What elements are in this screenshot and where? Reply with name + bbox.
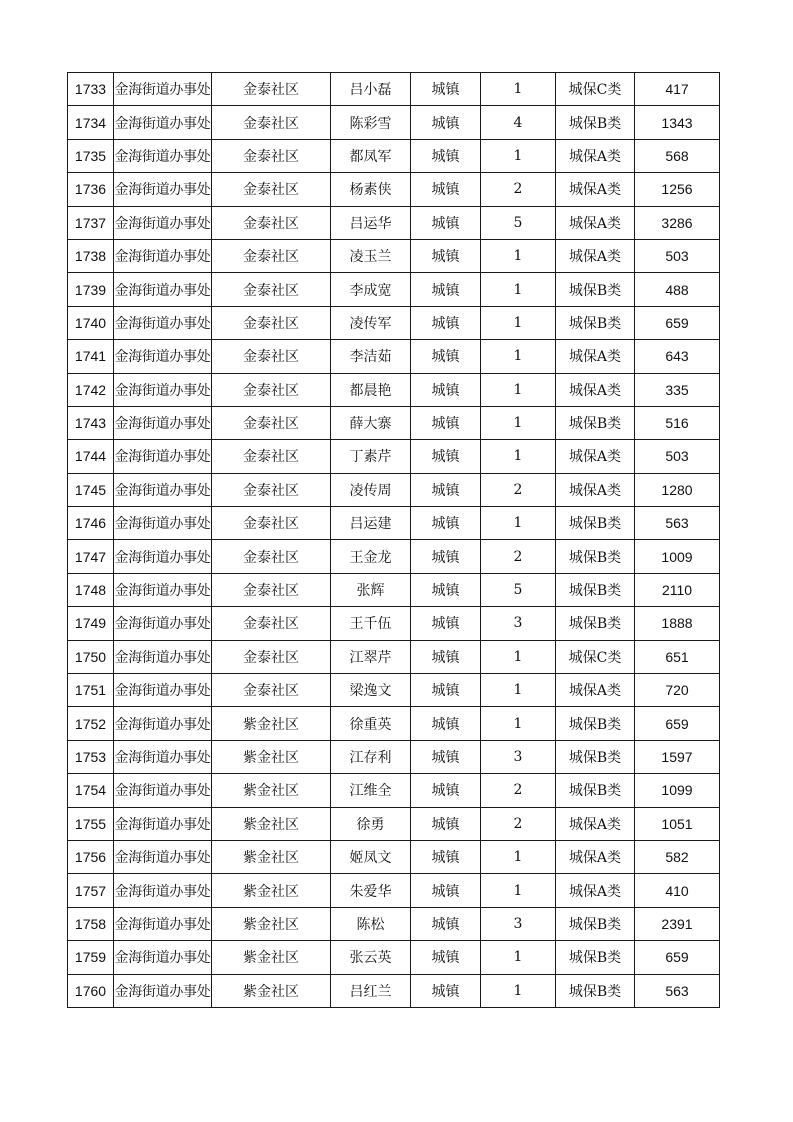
amount-cell: 563 [635, 974, 720, 1007]
row-number-cell: 1747 [68, 540, 114, 573]
member-count-cell: 1 [481, 840, 556, 873]
household-type-cell: 城镇 [411, 239, 481, 272]
amount-cell: 1051 [635, 807, 720, 840]
name-cell: 朱爱华 [331, 874, 411, 907]
community-cell: 紫金社区 [212, 740, 331, 773]
community-cell: 紫金社区 [212, 807, 331, 840]
community-cell: 金泰社区 [212, 573, 331, 606]
amount-cell: 503 [635, 440, 720, 473]
household-type-cell: 城镇 [411, 406, 481, 439]
member-count-cell: 1 [481, 507, 556, 540]
member-count-cell: 2 [481, 173, 556, 206]
category-cell: 城保B类 [556, 974, 635, 1007]
category-cell: 城保B类 [556, 406, 635, 439]
category-cell: 城保B类 [556, 106, 635, 139]
row-number-cell: 1752 [68, 707, 114, 740]
table-row [68, 941, 720, 974]
amount-cell: 720 [635, 674, 720, 707]
row-number-cell: 1745 [68, 473, 114, 506]
member-count-cell: 1 [481, 139, 556, 172]
row-number-cell: 1733 [68, 73, 114, 106]
community-cell: 金泰社区 [212, 640, 331, 673]
row-number-cell: 1751 [68, 674, 114, 707]
household-type-cell: 城镇 [411, 540, 481, 573]
street-office-cell: 金海街道办事处 [114, 139, 212, 172]
table-row [68, 239, 720, 272]
household-type-cell: 城镇 [411, 440, 481, 473]
member-count-cell: 1 [481, 406, 556, 439]
table-row [68, 406, 720, 439]
community-cell: 金泰社区 [212, 73, 331, 106]
amount-cell: 335 [635, 373, 720, 406]
table-row [68, 373, 720, 406]
community-cell: 金泰社区 [212, 106, 331, 139]
street-office-cell: 金海街道办事处 [114, 974, 212, 1007]
table-row [68, 540, 720, 573]
row-number-cell: 1746 [68, 507, 114, 540]
category-cell: 城保C类 [556, 73, 635, 106]
member-count-cell: 2 [481, 807, 556, 840]
household-type-cell: 城镇 [411, 340, 481, 373]
household-type-cell: 城镇 [411, 874, 481, 907]
name-cell: 薛大寨 [331, 406, 411, 439]
community-cell: 金泰社区 [212, 273, 331, 306]
table-body [68, 73, 720, 1008]
category-cell: 城保B类 [556, 273, 635, 306]
member-count-cell: 1 [481, 273, 556, 306]
table-row [68, 674, 720, 707]
name-cell: 李洁茹 [331, 340, 411, 373]
community-cell: 金泰社区 [212, 473, 331, 506]
community-cell: 金泰社区 [212, 607, 331, 640]
name-cell: 梁逸文 [331, 674, 411, 707]
member-count-cell: 5 [481, 206, 556, 239]
row-number-cell: 1740 [68, 306, 114, 339]
table-row [68, 206, 720, 239]
name-cell: 吕运华 [331, 206, 411, 239]
category-cell: 城保A类 [556, 239, 635, 272]
table-row [68, 607, 720, 640]
amount-cell: 2391 [635, 907, 720, 940]
community-cell: 金泰社区 [212, 173, 331, 206]
member-count-cell: 1 [481, 974, 556, 1007]
category-cell: 城保A类 [556, 340, 635, 373]
community-cell: 紫金社区 [212, 840, 331, 873]
household-type-cell: 城镇 [411, 674, 481, 707]
community-cell: 紫金社区 [212, 941, 331, 974]
street-office-cell: 金海街道办事处 [114, 206, 212, 239]
row-number-cell: 1756 [68, 840, 114, 873]
street-office-cell: 金海街道办事处 [114, 807, 212, 840]
community-cell: 金泰社区 [212, 406, 331, 439]
member-count-cell: 3 [481, 907, 556, 940]
amount-cell: 503 [635, 239, 720, 272]
category-cell: 城保A类 [556, 206, 635, 239]
category-cell: 城保A类 [556, 173, 635, 206]
member-count-cell: 3 [481, 607, 556, 640]
amount-cell: 651 [635, 640, 720, 673]
street-office-cell: 金海街道办事处 [114, 774, 212, 807]
street-office-cell: 金海街道办事处 [114, 840, 212, 873]
household-type-cell: 城镇 [411, 941, 481, 974]
street-office-cell: 金海街道办事处 [114, 607, 212, 640]
street-office-cell: 金海街道办事处 [114, 406, 212, 439]
row-number-cell: 1750 [68, 640, 114, 673]
household-type-cell: 城镇 [411, 807, 481, 840]
row-number-cell: 1758 [68, 907, 114, 940]
table-row [68, 273, 720, 306]
category-cell: 城保B类 [556, 306, 635, 339]
amount-cell: 563 [635, 507, 720, 540]
table-row [68, 106, 720, 139]
street-office-cell: 金海街道办事处 [114, 707, 212, 740]
table-row [68, 907, 720, 940]
community-cell: 金泰社区 [212, 507, 331, 540]
name-cell: 吕运建 [331, 507, 411, 540]
community-cell: 紫金社区 [212, 974, 331, 1007]
row-number-cell: 1755 [68, 807, 114, 840]
category-cell: 城保A类 [556, 874, 635, 907]
member-count-cell: 3 [481, 740, 556, 773]
row-number-cell: 1737 [68, 206, 114, 239]
name-cell: 江维全 [331, 774, 411, 807]
amount-cell: 1009 [635, 540, 720, 573]
household-type-cell: 城镇 [411, 774, 481, 807]
table-row [68, 707, 720, 740]
row-number-cell: 1736 [68, 173, 114, 206]
street-office-cell: 金海街道办事处 [114, 907, 212, 940]
household-type-cell: 城镇 [411, 206, 481, 239]
street-office-cell: 金海街道办事处 [114, 73, 212, 106]
community-cell: 金泰社区 [212, 340, 331, 373]
category-cell: 城保B类 [556, 740, 635, 773]
category-cell: 城保A类 [556, 674, 635, 707]
row-number-cell: 1760 [68, 974, 114, 1007]
household-type-cell: 城镇 [411, 707, 481, 740]
member-count-cell: 1 [481, 73, 556, 106]
household-type-cell: 城镇 [411, 974, 481, 1007]
category-cell: 城保B类 [556, 707, 635, 740]
name-cell: 陈松 [331, 907, 411, 940]
row-number-cell: 1743 [68, 406, 114, 439]
category-cell: 城保B类 [556, 507, 635, 540]
table-row [68, 774, 720, 807]
name-cell: 张云英 [331, 941, 411, 974]
table-row [68, 173, 720, 206]
assistance-table [67, 72, 720, 1008]
name-cell: 丁素芹 [331, 440, 411, 473]
name-cell: 吕红兰 [331, 974, 411, 1007]
category-cell: 城保B类 [556, 607, 635, 640]
amount-cell: 488 [635, 273, 720, 306]
amount-cell: 582 [635, 840, 720, 873]
member-count-cell: 2 [481, 473, 556, 506]
category-cell: 城保A类 [556, 473, 635, 506]
street-office-cell: 金海街道办事处 [114, 740, 212, 773]
category-cell: 城保B类 [556, 573, 635, 606]
amount-cell: 659 [635, 306, 720, 339]
household-type-cell: 城镇 [411, 907, 481, 940]
category-cell: 城保B类 [556, 540, 635, 573]
row-number-cell: 1742 [68, 373, 114, 406]
amount-cell: 417 [635, 73, 720, 106]
row-number-cell: 1735 [68, 139, 114, 172]
table-row [68, 306, 720, 339]
amount-cell: 516 [635, 406, 720, 439]
table-row [68, 73, 720, 106]
household-type-cell: 城镇 [411, 173, 481, 206]
row-number-cell: 1753 [68, 740, 114, 773]
household-type-cell: 城镇 [411, 373, 481, 406]
table-row [68, 573, 720, 606]
community-cell: 紫金社区 [212, 774, 331, 807]
household-type-cell: 城镇 [411, 607, 481, 640]
row-number-cell: 1749 [68, 607, 114, 640]
amount-cell: 1888 [635, 607, 720, 640]
category-cell: 城保B类 [556, 941, 635, 974]
member-count-cell: 1 [481, 674, 556, 707]
street-office-cell: 金海街道办事处 [114, 239, 212, 272]
table-row [68, 807, 720, 840]
community-cell: 紫金社区 [212, 907, 331, 940]
table-row [68, 139, 720, 172]
table-row [68, 440, 720, 473]
street-office-cell: 金海街道办事处 [114, 640, 212, 673]
community-cell: 金泰社区 [212, 540, 331, 573]
amount-cell: 659 [635, 941, 720, 974]
row-number-cell: 1734 [68, 106, 114, 139]
table-row [68, 840, 720, 873]
category-cell: 城保B类 [556, 774, 635, 807]
name-cell: 凌传军 [331, 306, 411, 339]
street-office-cell: 金海街道办事处 [114, 941, 212, 974]
household-type-cell: 城镇 [411, 106, 481, 139]
household-type-cell: 城镇 [411, 507, 481, 540]
table-row [68, 507, 720, 540]
community-cell: 金泰社区 [212, 139, 331, 172]
street-office-cell: 金海街道办事处 [114, 540, 212, 573]
name-cell: 王金龙 [331, 540, 411, 573]
community-cell: 金泰社区 [212, 306, 331, 339]
category-cell: 城保C类 [556, 640, 635, 673]
name-cell: 凌传周 [331, 473, 411, 506]
member-count-cell: 2 [481, 540, 556, 573]
community-cell: 紫金社区 [212, 874, 331, 907]
row-number-cell: 1757 [68, 874, 114, 907]
member-count-cell: 1 [481, 941, 556, 974]
member-count-cell: 1 [481, 707, 556, 740]
member-count-cell: 4 [481, 106, 556, 139]
name-cell: 陈彩雪 [331, 106, 411, 139]
household-type-cell: 城镇 [411, 740, 481, 773]
amount-cell: 3286 [635, 206, 720, 239]
row-number-cell: 1741 [68, 340, 114, 373]
category-cell: 城保B类 [556, 907, 635, 940]
table-row [68, 740, 720, 773]
row-number-cell: 1739 [68, 273, 114, 306]
street-office-cell: 金海街道办事处 [114, 306, 212, 339]
member-count-cell: 1 [481, 340, 556, 373]
household-type-cell: 城镇 [411, 840, 481, 873]
amount-cell: 410 [635, 874, 720, 907]
row-number-cell: 1759 [68, 941, 114, 974]
amount-cell: 2110 [635, 573, 720, 606]
name-cell: 徐勇 [331, 807, 411, 840]
member-count-cell: 1 [481, 440, 556, 473]
household-type-cell: 城镇 [411, 473, 481, 506]
street-office-cell: 金海街道办事处 [114, 340, 212, 373]
household-type-cell: 城镇 [411, 273, 481, 306]
amount-cell: 1597 [635, 740, 720, 773]
row-number-cell: 1744 [68, 440, 114, 473]
name-cell: 张辉 [331, 573, 411, 606]
amount-cell: 1280 [635, 473, 720, 506]
row-number-cell: 1754 [68, 774, 114, 807]
name-cell: 凌玉兰 [331, 239, 411, 272]
street-office-cell: 金海街道办事处 [114, 373, 212, 406]
member-count-cell: 2 [481, 774, 556, 807]
community-cell: 金泰社区 [212, 440, 331, 473]
household-type-cell: 城镇 [411, 139, 481, 172]
name-cell: 都凤军 [331, 139, 411, 172]
category-cell: 城保A类 [556, 373, 635, 406]
street-office-cell: 金海街道办事处 [114, 473, 212, 506]
row-number-cell: 1738 [68, 239, 114, 272]
street-office-cell: 金海街道办事处 [114, 573, 212, 606]
member-count-cell: 1 [481, 373, 556, 406]
household-type-cell: 城镇 [411, 306, 481, 339]
name-cell: 都晨艳 [331, 373, 411, 406]
amount-cell: 568 [635, 139, 720, 172]
street-office-cell: 金海街道办事处 [114, 674, 212, 707]
name-cell: 姬凤文 [331, 840, 411, 873]
member-count-cell: 1 [481, 239, 556, 272]
street-office-cell: 金海街道办事处 [114, 507, 212, 540]
street-office-cell: 金海街道办事处 [114, 874, 212, 907]
row-number-cell: 1748 [68, 573, 114, 606]
name-cell: 杨素侠 [331, 173, 411, 206]
amount-cell: 1256 [635, 173, 720, 206]
name-cell: 江存利 [331, 740, 411, 773]
name-cell: 王千伍 [331, 607, 411, 640]
member-count-cell: 1 [481, 306, 556, 339]
member-count-cell: 5 [481, 573, 556, 606]
name-cell: 徐重英 [331, 707, 411, 740]
street-office-cell: 金海街道办事处 [114, 273, 212, 306]
category-cell: 城保A类 [556, 840, 635, 873]
amount-cell: 643 [635, 340, 720, 373]
name-cell: 江翠芹 [331, 640, 411, 673]
community-cell: 紫金社区 [212, 707, 331, 740]
community-cell: 金泰社区 [212, 239, 331, 272]
household-type-cell: 城镇 [411, 73, 481, 106]
street-office-cell: 金海街道办事处 [114, 106, 212, 139]
street-office-cell: 金海街道办事处 [114, 440, 212, 473]
category-cell: 城保A类 [556, 139, 635, 172]
table-row [68, 640, 720, 673]
household-type-cell: 城镇 [411, 640, 481, 673]
member-count-cell: 1 [481, 874, 556, 907]
community-cell: 金泰社区 [212, 206, 331, 239]
table-row [68, 473, 720, 506]
community-cell: 金泰社区 [212, 674, 331, 707]
name-cell: 吕小磊 [331, 73, 411, 106]
amount-cell: 659 [635, 707, 720, 740]
table-row [68, 974, 720, 1007]
amount-cell: 1343 [635, 106, 720, 139]
household-type-cell: 城镇 [411, 573, 481, 606]
street-office-cell: 金海街道办事处 [114, 173, 212, 206]
category-cell: 城保A类 [556, 807, 635, 840]
category-cell: 城保A类 [556, 440, 635, 473]
amount-cell: 1099 [635, 774, 720, 807]
table-row [68, 874, 720, 907]
member-count-cell: 1 [481, 640, 556, 673]
table-row [68, 340, 720, 373]
name-cell: 李成宽 [331, 273, 411, 306]
community-cell: 金泰社区 [212, 373, 331, 406]
